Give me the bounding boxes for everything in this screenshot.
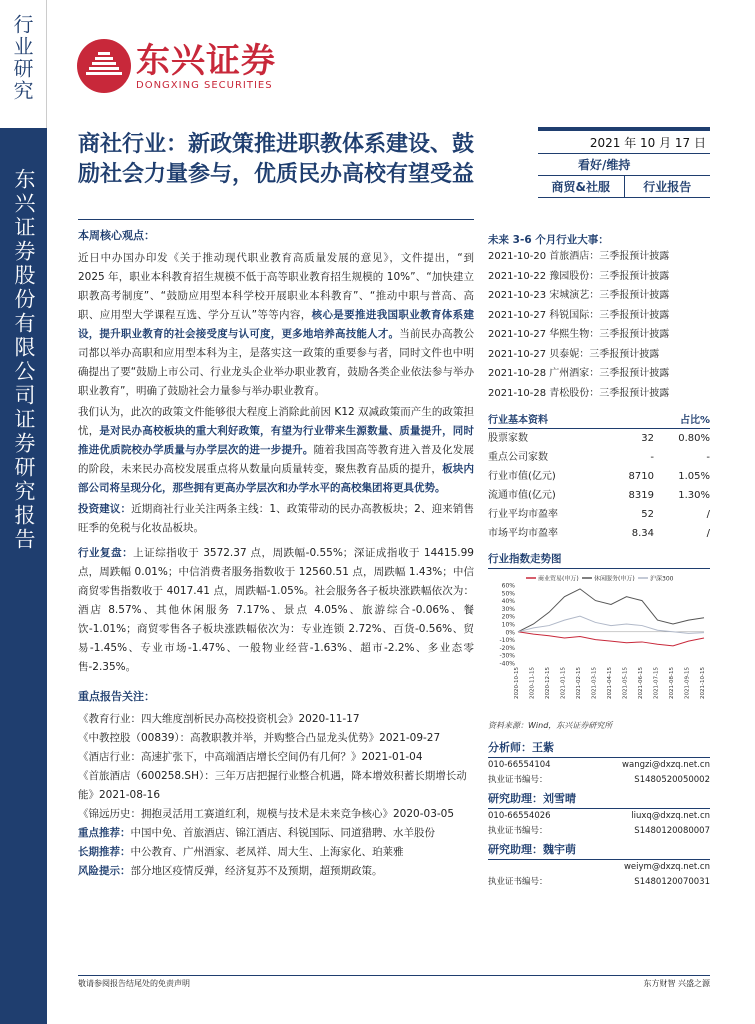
legend-label: 休闲服务(申万) xyxy=(594,575,635,583)
table-row: 流通市值(亿元) 8319 1.30% xyxy=(488,490,710,501)
main-content xyxy=(78,226,474,881)
index-chart xyxy=(488,571,710,714)
event-item: 2021-10-22 豫园股份：三季报预计披露 xyxy=(488,270,670,282)
x-tick-label: 2020-12-15 xyxy=(545,667,551,699)
analyst-name: 分析师：王紫 xyxy=(488,737,710,758)
y-tick-label: 0% xyxy=(505,629,515,637)
y-tick-label: 30% xyxy=(501,605,515,613)
series-line-2 xyxy=(518,616,704,633)
x-tick-label: 2021-07-15 xyxy=(653,667,660,699)
analyst-email: wangzi@dxzq.net.cn xyxy=(622,760,710,770)
report-item: 《教育行业：四大维度剖析民办高校投资机会》2020-11-17 xyxy=(78,713,360,725)
x-tick-label: 2021-02-15 xyxy=(576,667,582,699)
report-list xyxy=(78,710,474,824)
para-2: 我们认为，此次的政策文件能够很大程度上消除此前因 K12 双减政策而产生的政策担忧，是对民办高校板块的重大利好政策，有望为行业带来生源数量、质量提升，同时推进优质院校办学质量与办学层次的进一步提升。随着我国高等教育进入普及化发展的阶段，未来民办高校发展重点将从数量向质量转变，聚焦教育品质的提升，板块内部公司将呈现分化，那些拥有更高办学层次和办学水平的高校集团将更具优势。 xyxy=(78,406,475,494)
footer-divider xyxy=(78,975,710,976)
analyst-name: 研究助理：刘雪晴 xyxy=(488,788,710,809)
side-panel xyxy=(488,232,710,890)
y-tick-label: 10% xyxy=(501,621,515,629)
y-tick-label: 60% xyxy=(501,582,515,590)
y-tick-label: -30% xyxy=(499,652,515,660)
sidebar-company: 东兴证券股份有限公司证券研究报告 xyxy=(0,128,47,1024)
x-tick-label: 2021-04-15 xyxy=(607,667,613,699)
x-tick-label: 2021-01-15 xyxy=(560,667,567,699)
analyst-email: weiym@dxzq.net.cn xyxy=(623,862,710,872)
legend-label: 商业贸易(申万) xyxy=(538,575,579,583)
company-logo xyxy=(76,38,276,94)
events-title: 未来 3-6 个月行业大事： xyxy=(488,234,609,246)
footer-slogan: 东方财智 兴盛之源 xyxy=(643,979,710,988)
tag-sector: 商贸&社服 xyxy=(538,176,625,197)
analyst-cert: S1480120070031 xyxy=(634,877,710,887)
analyst-phone: 010-66554026 xyxy=(488,811,551,821)
y-tick-label: -20% xyxy=(499,644,515,652)
table-row: 股票家数 32 0.80% xyxy=(488,433,710,444)
report-item: 《锦远历史：拥抱灵活用工赛道红利，规模与技术是未来竞争核心》2020-03-05 xyxy=(78,808,455,820)
basic-table-header: 行业基本资料 占比% xyxy=(488,411,710,429)
focus-recommend: 重点推荐：中国中免、首旅酒店、锦江酒店、科锐国际、同道猎聘、水羊股份 xyxy=(78,827,435,839)
logo-en: DONGXING SECURITIES xyxy=(136,79,273,91)
chart-title: 行业指数走势图 xyxy=(488,551,710,569)
y-tick-label: -10% xyxy=(499,637,515,645)
divider xyxy=(78,219,474,220)
para-1: 近日中办国办印发《关于推动现代职业教育高质量发展的意见》，文件提出，“到 2025 年，职业本科教育招生规模不低于高等职业教育招生规模的 10%”、“加快建立职教高考制度”、“鼓励应用型本科学校开展职业本科教育”、“推动中职与普高、高职、应用型大学课程互选、学分互认”等等内容，核心是要推进我国职业教育体系建设，提升职业教育的社会接受度与认可度，更多地培养高技能人才。当前民办高教公司都以举办高职和应用型本科为主，是落实这一政策的重要参与者，同时文件也中明确提出了要“鼓励上市公司、行业龙头企业举办职业教育，鼓励各类企业依法参与举办职业教育”，明确了鼓励社会力量参与举办职业教育。 xyxy=(78,252,474,397)
event-item: 2021-10-23 宋城演艺：三季报预计披露 xyxy=(488,290,670,301)
risk-warning: 风险提示：部分地区疫情反弹，经济复苏不及预期，超预期政策。 xyxy=(78,865,383,877)
analyst-block: 分析师：王紫 010-66554104 wangzi@dxzq.net.cn 执业证书编号： S1480520050002 研究助理：刘雪晴 010-66554026 liuxq@dxzq.net.cn 执业证书编号： S1480120080007 研究助理：魏宇萌 weiym@dxzq.net.cn 执业证书编号： S1480120070031 xyxy=(488,737,710,890)
header-box xyxy=(538,127,710,198)
invest-advice: 投资建议：近期商社行业关注两条主线：1、政策带动的民办高教板块；2、迎来销售旺季的免税与化妆品板块。 xyxy=(78,503,474,534)
chart-source: 资料来源：Wind，东兴证券研究所 xyxy=(488,721,613,730)
y-tick-label: -40% xyxy=(499,660,515,668)
report-item: 《首旅酒店（600258.SH）：三年万店把握行业整合机遇，降本增效积蓄长期增长动能》2021-08-16 xyxy=(78,770,467,801)
y-tick-label: 40% xyxy=(501,598,515,606)
y-tick-label: 50% xyxy=(501,590,515,598)
reports-title: 重点报告关注： xyxy=(78,690,155,703)
event-item: 2021-10-27 科锐国际：三季报预计披露 xyxy=(488,309,670,321)
y-tick-label: 20% xyxy=(501,613,515,621)
table-row: 行业市值(亿元) 8710 1.05% xyxy=(488,471,710,482)
x-tick-label: 2021-03-15 xyxy=(591,667,598,699)
x-tick-label: 2021-05-15 xyxy=(622,667,629,699)
event-item: 2021-10-27 贝泰妮：三季报预计披露 xyxy=(488,348,660,360)
analyst-cert: S1480120080007 xyxy=(634,826,710,836)
events-list xyxy=(488,247,710,403)
table-row: 重点公司家数 - - xyxy=(488,452,710,463)
table-row: 行业平均市盈率 52 / xyxy=(488,509,710,520)
tag-type: 行业报告 xyxy=(643,180,692,194)
rating: 看好/维持 xyxy=(538,153,710,175)
report-item: 《酒店行业：高速扩张下，中高端酒店增长空间仍有几何？》2021-01-04 xyxy=(78,751,423,763)
event-item: 2021-10-27 华熙生物：三季报预计披露 xyxy=(488,329,670,340)
event-item: 2021-10-20 首旅酒店：三季报预计披露 xyxy=(488,251,670,262)
long-recommend: 长期推荐：中公教育、广州酒家、老凤祥、周大生、上海家化、珀莱雅 xyxy=(78,846,404,858)
chart-svg xyxy=(488,571,710,711)
sidebar-category: 行业研究 xyxy=(0,0,47,128)
x-tick-label: 2021-10-15 xyxy=(700,667,706,699)
legend-label: 沪深300 xyxy=(650,575,674,583)
x-tick-label: 2020-10-15 xyxy=(514,667,520,699)
x-tick-label: 2021-09-15 xyxy=(684,667,691,699)
x-tick-label: 2021-06-15 xyxy=(638,667,644,699)
industry-review: 行业复盘：上证综指收于 3572.37 点，周跌幅-0.55%；深证成指收于 14415.99 点，周跌幅 0.01%；中信消费者服务指数收于 12560.51 点，周跌幅 1.43%；中信商贸零售指数收于 4017.41 点，周跌幅-1.05%。社会服务各子板块涨跌幅依次为：酒店 8.57%、其他休闲服务 7.17%、景点 4.05%、旅游综合-0.06%、餐饮-1.01%；商贸零售各子板块涨跌幅依次为：专业连锁 2.72%、百货-0.56%、贸易-1.45%、专业市场-1.47%、一般物业经营-1.63%、超市-2.2%、多业态零售-2.35%。 xyxy=(78,547,474,673)
report-item: 《中教控股（00839）：高教职教并举，并购整合凸显龙头优势》2021-09-27 xyxy=(78,732,441,744)
logo-mark-icon xyxy=(76,38,132,94)
table-row: 市场平均市盈率 8.34 / xyxy=(488,528,710,539)
series-line-0 xyxy=(518,632,704,646)
disclaimer-link[interactable]: 敬请参阅报告结尾处的免责声明 xyxy=(78,979,190,988)
event-item: 2021-10-28 青松股份：三季报预计披露 xyxy=(488,387,670,399)
report-title: 商社行业：新政策推进职教体系建设、鼓励社会力量参与，优质民办高校有望受益 xyxy=(78,132,475,187)
x-tick-label: 2021-08-15 xyxy=(669,667,675,699)
logo-cn: 东兴证券 xyxy=(136,40,276,81)
analyst-cert: S1480520050002 xyxy=(634,775,710,785)
analyst-phone: 010-66554104 xyxy=(488,760,551,770)
core-title: 本周核心观点： xyxy=(78,229,155,242)
tags xyxy=(538,175,710,198)
analyst-email: liuxq@dxzq.net.cn xyxy=(631,811,710,821)
event-item: 2021-10-28 广州酒家：三季报预计披露 xyxy=(488,368,670,379)
basic-table xyxy=(488,429,710,543)
report-date: 2021 年 10 月 17 日 xyxy=(538,127,710,153)
x-tick-label: 2020-11-15 xyxy=(529,667,536,699)
analyst-name: 研究助理：魏宇萌 xyxy=(488,839,710,860)
